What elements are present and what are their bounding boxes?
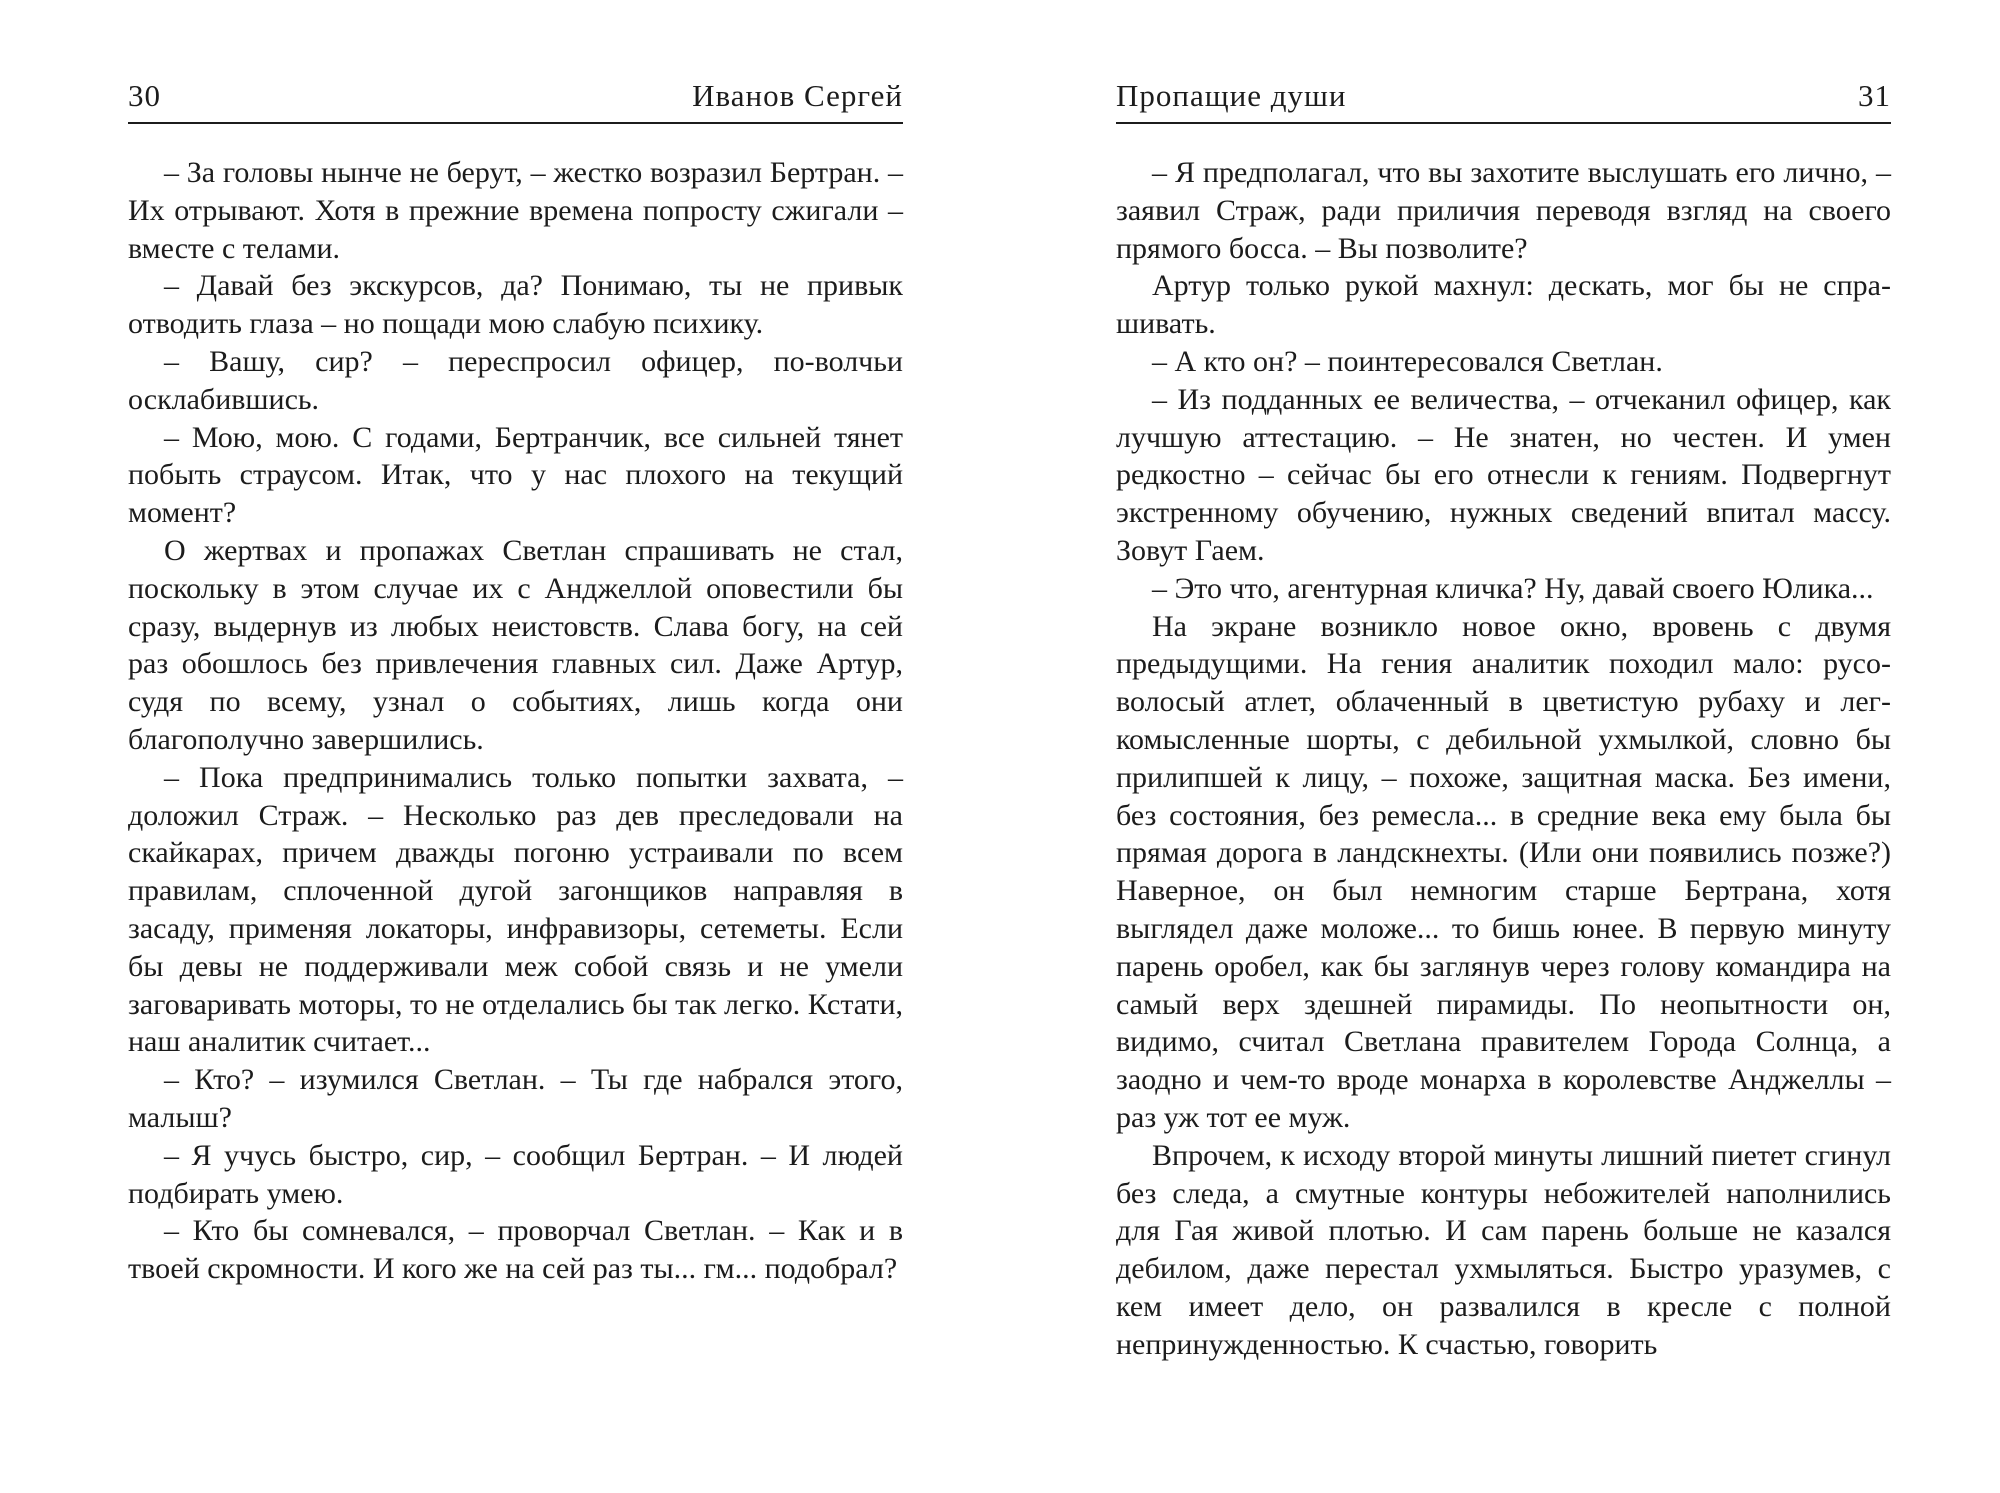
right-page-number: 31 bbox=[1858, 78, 1891, 113]
paragraph: – Давай без экскурсов, да? Понимаю, ты не привык отводить глаза – но пощади мою слабую психику. bbox=[128, 269, 903, 341]
right-body-text bbox=[1116, 154, 1891, 1364]
right-running-head bbox=[1116, 76, 1891, 124]
paragraph: – Я предполагал, что вы захотите выслушать его лично, – заявил Страж, ради приличия переводя взгляд на своего прямого босса. – Вы позволите? bbox=[1116, 156, 1891, 265]
paragraph: – Кто? – изумился Светлан. – Ты где набрался этого, малыш? bbox=[128, 1063, 903, 1134]
left-page-number: 30 bbox=[128, 78, 161, 113]
paragraph: Впрочем, к исходу второй минуты лишний пиетет сгинул без следа, а смутные контуры небожителей наполнились для Гая живой плотью. И сам парень больше не казался дебилом, даже перестал ухмыляться. Быстро уразумев, с кем имеет дело, он развалился в кресле с полной непринужденностью. К счастью, говорить bbox=[1116, 1138, 1891, 1361]
left-page bbox=[128, 0, 903, 1493]
paragraph: На экране возникло новое окно, вровень с двумя предыдущими. На гения аналитик походил мало: русоволосый атлет, облаченный в цветистую рубаху и легкомысленные шорты, с дебильной ухмылкой, словно бы прилипшей к лицу, – похоже, защитная маска. Без имени, без состояния, без ремесла... в средние века ему была бы прямая дорога в ландскнехты. (Или они появились позже?) Наверное, он был немногим старше Бертрана, хотя выглядел даже моложе... то бишь юнее. В первую минуту парень оробел, как бы заглянув через голову командира на самый верх здешней пирамиды. По неопытности он, видимо, считал Светлана правителем Города Солнца, а заодно и чем-то вроде монарха в королевстве Анджеллы – раз уж тот ее муж. bbox=[1116, 609, 1891, 1134]
left-body-text bbox=[128, 154, 903, 1288]
paragraph: – Вашу, сир? – переспросил офицер, по-волчьи осклабившись. bbox=[128, 344, 903, 416]
paragraph: – За головы нынче не берут, – жестко возразил Бертран. – Их отрывают. Хотя в прежние времена попросту сжигали – вместе с телами. bbox=[128, 156, 903, 265]
paragraph: О жертвах и пропажах Светлан спрашивать не стал, поскольку в этом случае их с Анджеллой оповестили бы сразу, выдернув из любых неистовств. Слава богу, на сей раз обошлось без привлечения главных сил. Даже Артур, судя по всему, узнал о событиях, лишь когда они благополучно завершились. bbox=[128, 533, 903, 756]
paragraph: – Кто бы сомневался, – проворчал Светлан. – Как и в твоей скромности. И кого же на сей раз ты... гм... подобрал? bbox=[128, 1214, 903, 1286]
left-running-title: Иванов Сергей bbox=[692, 78, 903, 113]
paragraph: – Это что, агентурная кличка? Ну, давай своего Юлика... bbox=[1152, 571, 1874, 605]
left-running-head bbox=[128, 76, 903, 124]
paragraph: – А кто он? – поинтересовался Светлан. bbox=[1152, 344, 1663, 378]
paragraph: – Я учусь быстро, сир, – сообщил Бертран. – И людей подбирать умею. bbox=[128, 1138, 903, 1210]
paragraph: – Пока предпринимались только попытки захвата, – доложил Страж. – Несколько раз дев преследовали на скайкарах, причем дважды погоню устраивали по всем правилам, сплоченной дугой загонщиков направляя в засаду, применяя локаторы, инфравизоры, сетеметы. Если бы девы не поддерживали меж собой связь и не умели заговаривать моторы, то не отделались бы так легко. Кстати, наш аналитик считает... bbox=[128, 760, 903, 1059]
paragraph: – Из подданных ее величества, – отчеканил офицер, как лучшую аттестацию. – Не знатен, но честен. И умен редкостно – сейчас бы его отнесли к гениям. Подвергнут экстренному обучению, нужных сведений впитал массу. Зовут Гаем. bbox=[1116, 382, 1891, 567]
right-running-title: Пропащие души bbox=[1116, 78, 1347, 113]
paragraph: Артур только рукой махнул: дескать, мог бы не спрашивать. bbox=[1116, 269, 1891, 341]
right-page bbox=[1116, 0, 1891, 1493]
paragraph: – Мою, мою. С годами, Бертранчик, все сильней тянет побыть страусом. Итак, что у нас плохого на текущий момент? bbox=[128, 420, 903, 530]
